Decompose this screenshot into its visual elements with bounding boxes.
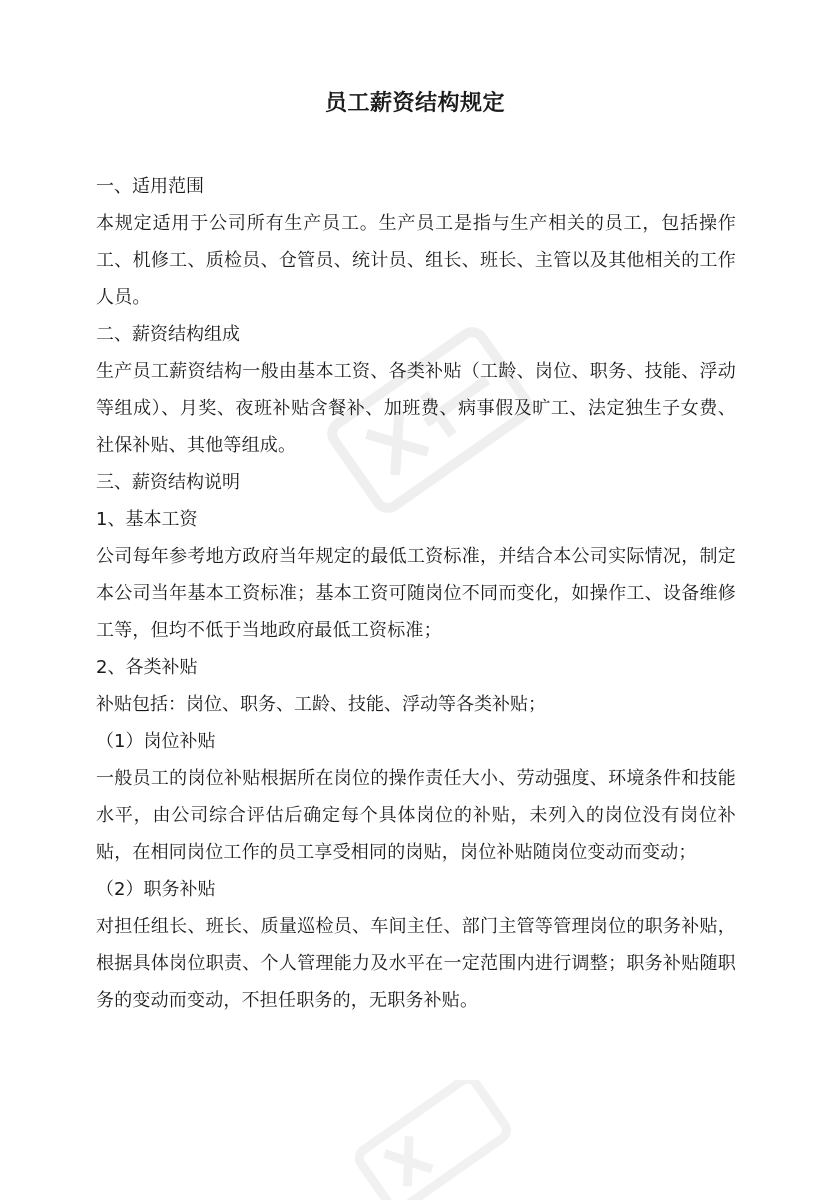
subsection-heading: 1、基本工资	[96, 509, 198, 530]
paragraph: 补贴包括：岗位、职务、工龄、技能、浮动等各类补贴；	[96, 694, 546, 715]
paragraph: 本规定适用于公司所有生产员工。生产员工是指与生产相关的员工，包括操作工、机修工、质检员、仓管员、统计员、组长、班长、主管以及其他相关的工作人员。	[96, 213, 736, 308]
paragraph: 公司每年参考地方政府当年规定的最低工资标准，并结合本公司实际情况，制定本公司当年基本工资标准；基本工资可随岗位不同而变化，如操作工、设备维修工等，但均不低于当地政府最低工资标准；	[96, 546, 736, 641]
subsection-heading: 2、各类补贴	[96, 657, 198, 678]
document-body	[96, 168, 736, 1019]
section-heading: 二、薪资结构组成	[96, 324, 240, 345]
paragraph: 生产员工薪资结构一般由基本工资、各类补贴（工龄、岗位、职务、技能、浮动等组成）、月奖、夜班补贴含餐补、加班费、病事假及旷工、法定独生子女费、社保补贴、其他等组成。	[96, 361, 736, 456]
section-heading: 一、适用范围	[96, 176, 204, 197]
paragraph: 一般员工的岗位补贴根据所在岗位的操作责任大小、劳动强度、环境条件和技能水平，由公司综合评估后确定每个具体岗位的补贴，未列入的岗位没有岗位补贴，在相同岗位工作的员工享受相同的岗贴，岗位补贴随岗位变动而变动；	[96, 768, 736, 863]
section-heading: 三、薪资结构说明	[96, 472, 240, 493]
paragraph: 对担任组长、班长、质量巡检员、车间主任、部门主管等管理岗位的职务补贴，根据具体岗位职责、个人管理能力及水平在一定范围内进行调整；职务补贴随职务的变动而变动，不担任职务的，无职务补贴。	[96, 916, 736, 1011]
watermark-icon	[330, 1080, 530, 1200]
page-title: 员工薪资结构规定	[324, 91, 505, 116]
item-heading: （1）岗位补贴	[96, 731, 216, 752]
item-heading: （2）职务补贴	[96, 879, 216, 900]
